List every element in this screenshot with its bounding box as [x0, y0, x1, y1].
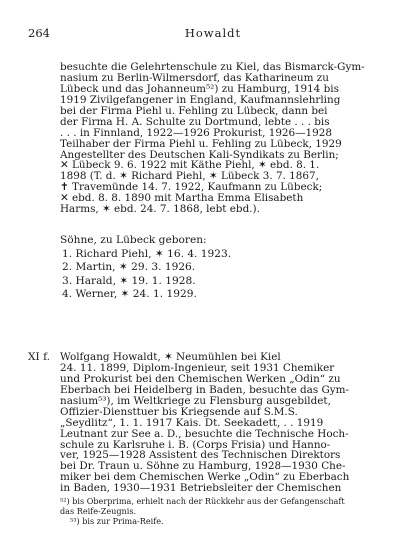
text-line: nasium⁵³), im Weltkriege zu Flensburg ausgebildet, [60, 395, 331, 407]
text-line: und Prokurist bei den Chemischen Werken „Odin“ zu [60, 373, 341, 385]
text-line: schule zu Karlsruhe i. B. (Corps Frisia) und Hanno- [60, 439, 331, 451]
footnotes [60, 496, 394, 526]
text-line: bei der Firma Piehl u. Fehling zu Lübeck, dann bei [60, 105, 328, 117]
child-entry: 2. Martin, ✶ 29. 3. 1926. [62, 261, 196, 273]
entry-number: XI f. [28, 351, 51, 363]
text-line: besuchte die Gelehrtenschule zu Kiel, das Bismarck-Gym- [60, 62, 365, 73]
running-head: Howaldt [184, 26, 242, 40]
text-line: Wolfgang Howaldt, ✶ Neumühlen bei Kiel [60, 352, 281, 363]
text-line: Angestellter des Deutschen Kali-Syndikats zu Berlin; [60, 149, 339, 161]
text-line: ver, 1925—1928 Assistent des Technischen Direktors [60, 450, 341, 462]
child-entry: 4. Werner, ✶ 24. 1. 1929. [62, 288, 197, 300]
text-line: Teilhaber der Firma Piehl u. Fehling zu Lübeck, 1929 [60, 138, 342, 150]
children-list [60, 234, 394, 302]
text-line: 24. 11. 1899, Diplom-Ingenieur, seit 1931 Chemiker [60, 362, 335, 374]
text-line: Leutnant zur See a. D., besuchte die Technische Hoch- [60, 428, 349, 440]
text-line: der Firma H. A. Schulte zu Dortmund, lebte . . . bis [60, 116, 330, 128]
text-line: Offizier-Diensttuer bis Kriegsende auf S.M.S. [60, 406, 298, 418]
footnote-52: ⁵²) bis Oberprima, erhielt nach der Rückkehr aus der Gefangenschaft [60, 496, 345, 506]
text-line: miker bei dem Chemischen Werke „Odin“ zu Eberbach [60, 472, 350, 484]
text-line: ✝ Travemünde 14. 7. 1922, Kaufmann zu Lübeck; [60, 182, 323, 194]
children-heading: Söhne, zu Lübeck geboren: [60, 234, 207, 246]
text-line: „Seydlitz“, 1. 1. 1917 Kais. Dt. Seekadett, . . 1919 [60, 417, 324, 429]
child-entry: 3. Harald, ✶ 19. 1. 1928. [62, 274, 196, 287]
page-number: 264 [28, 26, 50, 40]
text-line: ✕ Lübeck 9. 6. 1922 mit Käthe Piehl, ✶ ebd. 8. 1. [60, 160, 320, 172]
text-line: Harms, ✶ ebd. 24. 7. 1868, lebt ebd.). [60, 204, 260, 216]
footnote-52-continuation: das Reife-Zeugnis. [60, 506, 137, 516]
text-line: 1898 (T. d. ✶ Richard Piehl, ✶ Lübeck 3. 7. 1867, [60, 171, 319, 183]
text-line: Lübeck und das Johanneum⁵²) zu Hamburg, 1914 bis [60, 83, 339, 95]
text-line: bei Dr. Traun u. Söhne zu Hamburg, 1928—1930 Che- [60, 461, 346, 473]
biography-paragraph [60, 62, 394, 215]
entry-paragraph [60, 352, 394, 494]
text-line: . . . in Finnland, 1922—1926 Prokurist, 1926—1928 [60, 127, 332, 139]
child-entry: 1. Richard Piehl, ✶ 16. 4. 1923. [62, 247, 232, 260]
text-line: Eberbach bei Heidelberg in Baden, besuchte das Gym- [60, 384, 350, 396]
text-line: ✕ ebd. 8. 8. 1890 mit Martha Emma Elisabeth [60, 193, 304, 205]
text-line: nasium zu Berlin-Wilmersdorf, das Katharineum zu [60, 72, 329, 84]
footnote-53: ⁵³) bis zur Prima-Reife. [70, 516, 164, 526]
text-line: 1919 Zivilgefangener in England, Kaufmannslehrling [60, 94, 341, 106]
text-line: in Baden, 1930—1931 Betriebsleiter der Chemischen [60, 483, 342, 495]
page-header [28, 26, 398, 42]
